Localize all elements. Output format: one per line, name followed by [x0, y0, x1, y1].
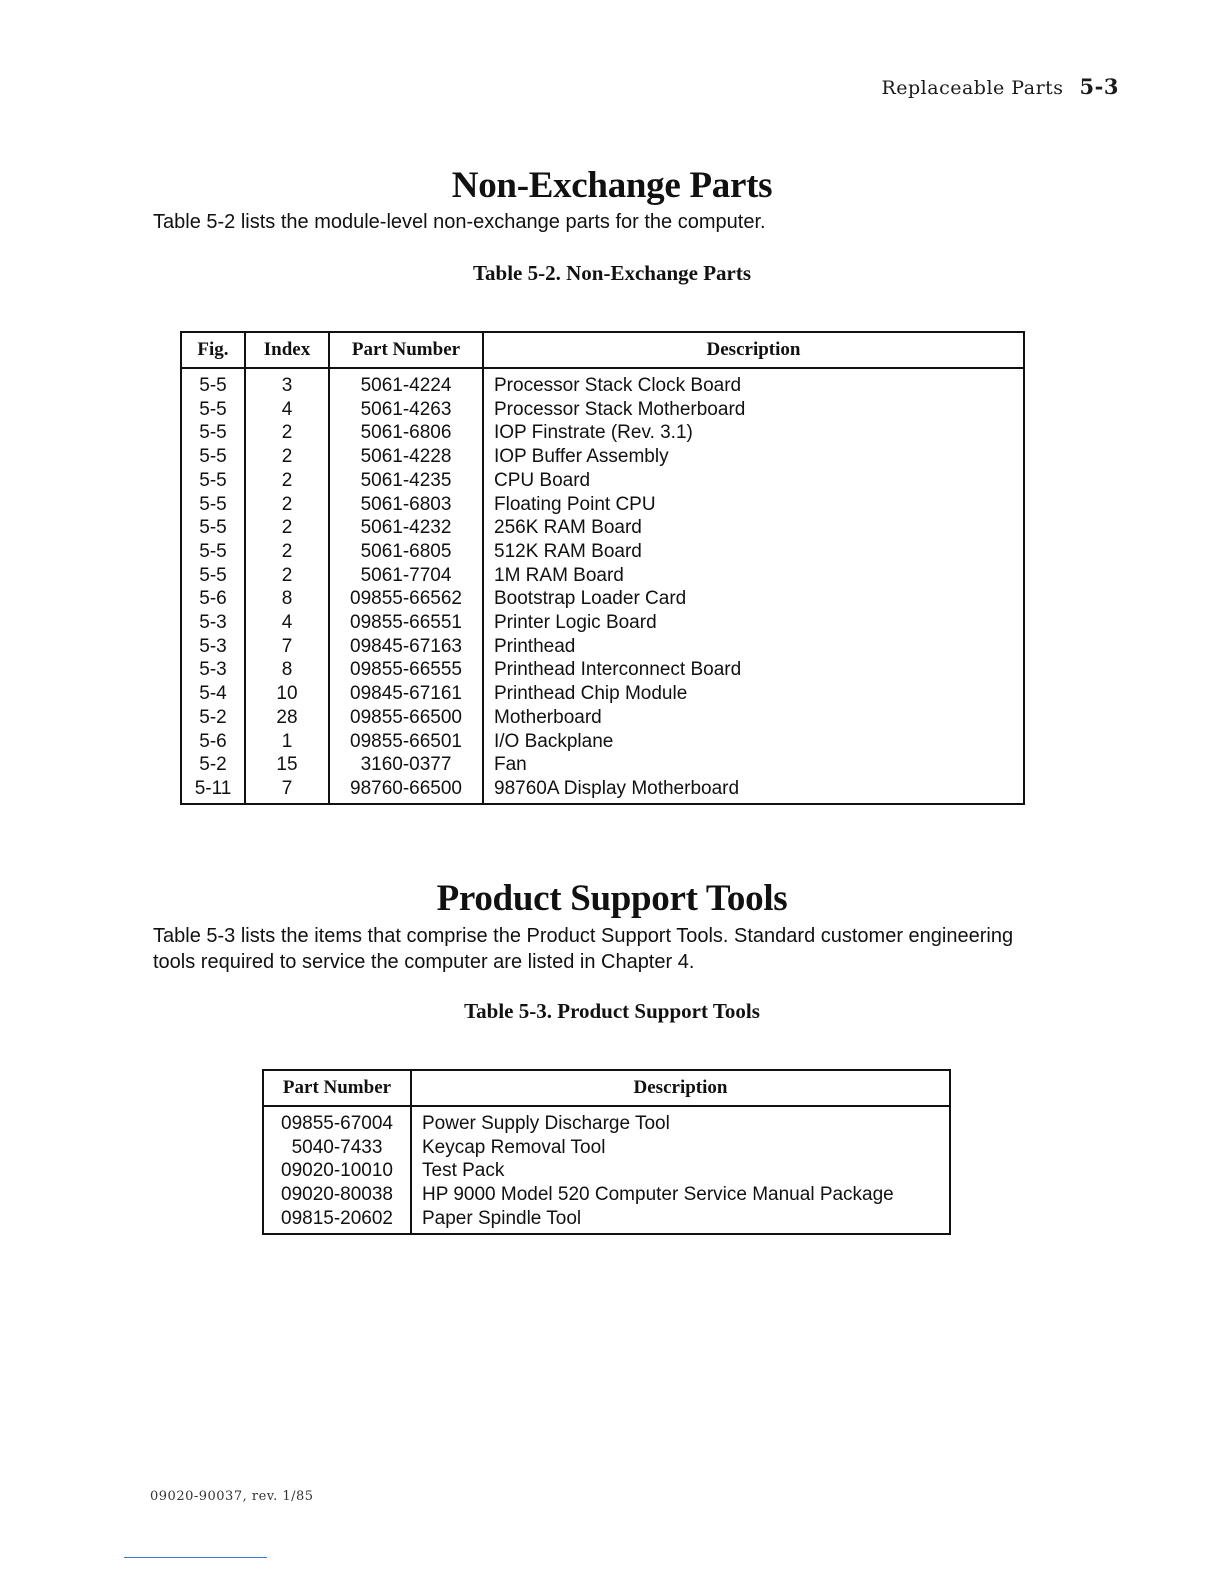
- fig-cell: 5-5: [181, 516, 245, 540]
- support-tools-table: [262, 1069, 951, 1235]
- col-header-description: Description: [411, 1070, 950, 1106]
- table-row: [181, 658, 1024, 682]
- description-cell: Keycap Removal Tool: [411, 1136, 950, 1160]
- description-cell: Power Supply Discharge Tool: [411, 1106, 950, 1136]
- description-cell: Paper Spindle Tool: [411, 1207, 950, 1234]
- fig-cell: 5-5: [181, 493, 245, 517]
- description-cell: IOP Buffer Assembly: [483, 445, 1024, 469]
- index-cell: 7: [245, 635, 329, 659]
- index-cell: 2: [245, 540, 329, 564]
- index-cell: 2: [245, 564, 329, 588]
- document-number: 09020-90037, rev. 1/85: [150, 1489, 314, 1504]
- part-number-cell: 09815-20602: [263, 1207, 411, 1234]
- index-cell: 8: [245, 587, 329, 611]
- fig-cell: 5-3: [181, 658, 245, 682]
- description-cell: Processor Stack Clock Board: [483, 368, 1024, 398]
- col-header-fig: Fig.: [181, 332, 245, 368]
- index-cell: 10: [245, 682, 329, 706]
- part-number-cell: 5061-6803: [329, 493, 483, 517]
- description-cell: Printhead Interconnect Board: [483, 658, 1024, 682]
- table-row: [181, 730, 1024, 754]
- index-cell: 15: [245, 753, 329, 777]
- description-cell: 512K RAM Board: [483, 540, 1024, 564]
- index-cell: 7: [245, 777, 329, 804]
- footer-rule: [124, 1557, 267, 1558]
- support-tools-title: Product Support Tools: [436, 878, 788, 919]
- table-row: [181, 469, 1024, 493]
- fig-cell: 5-5: [181, 445, 245, 469]
- table-row: [181, 540, 1024, 564]
- description-cell: CPU Board: [483, 469, 1024, 493]
- part-number-cell: 09845-67161: [329, 682, 483, 706]
- description-cell: HP 9000 Model 520 Computer Service Manual Package: [411, 1183, 950, 1207]
- index-cell: 8: [245, 658, 329, 682]
- index-cell: 2: [245, 516, 329, 540]
- table-row: [181, 753, 1024, 777]
- fig-cell: 5-3: [181, 635, 245, 659]
- part-number-cell: 5061-4235: [329, 469, 483, 493]
- description-cell: IOP Finstrate (Rev. 3.1): [483, 421, 1024, 445]
- description-cell: Fan: [483, 753, 1024, 777]
- description-cell: 1M RAM Board: [483, 564, 1024, 588]
- part-number-cell: 5061-7704: [329, 564, 483, 588]
- running-header-section: Replaceable Parts: [881, 77, 1064, 99]
- support-tools-body: [263, 1106, 950, 1234]
- index-cell: 4: [245, 611, 329, 635]
- fig-cell: 5-5: [181, 368, 245, 398]
- description-cell: Printhead: [483, 635, 1024, 659]
- non-exchange-parts-table: [180, 331, 1025, 805]
- part-number-cell: 5061-4228: [329, 445, 483, 469]
- part-number-cell: 09855-66555: [329, 658, 483, 682]
- index-cell: 28: [245, 706, 329, 730]
- description-cell: Bootstrap Loader Card: [483, 587, 1024, 611]
- table-row: [181, 682, 1024, 706]
- fig-cell: 5-5: [181, 421, 245, 445]
- description-cell: Printer Logic Board: [483, 611, 1024, 635]
- part-number-cell: 5061-4224: [329, 368, 483, 398]
- part-number-cell: 5061-4232: [329, 516, 483, 540]
- index-cell: 2: [245, 445, 329, 469]
- table-5-3-caption: Table 5-3. Product Support Tools: [464, 999, 760, 1023]
- table-row: [263, 1207, 950, 1234]
- index-cell: 1: [245, 730, 329, 754]
- table-row: [263, 1136, 950, 1160]
- index-cell: 4: [245, 398, 329, 422]
- description-cell: Test Pack: [411, 1159, 950, 1183]
- non-exchange-parts-body: [181, 368, 1024, 804]
- part-number-cell: 09855-66500: [329, 706, 483, 730]
- part-number-cell: 3160-0377: [329, 753, 483, 777]
- fig-cell: 5-5: [181, 398, 245, 422]
- col-header-description: Description: [483, 332, 1024, 368]
- table-row: [263, 1159, 950, 1183]
- index-cell: 2: [245, 493, 329, 517]
- part-number-cell: 5061-6806: [329, 421, 483, 445]
- part-number-cell: 09020-10010: [263, 1159, 411, 1183]
- part-number-cell: 98760-66500: [329, 777, 483, 804]
- fig-cell: 5-3: [181, 611, 245, 635]
- col-header-part-number: Part Number: [263, 1070, 411, 1106]
- description-cell: I/O Backplane: [483, 730, 1024, 754]
- table-header-row: [263, 1070, 950, 1106]
- table-header-row: [181, 332, 1024, 368]
- support-tools-intro-line-2: tools required to service the computer are listed in Chapter 4.: [153, 951, 695, 973]
- fig-cell: 5-4: [181, 682, 245, 706]
- index-cell: 2: [245, 421, 329, 445]
- part-number-cell: 09855-66501: [329, 730, 483, 754]
- table-row: [181, 368, 1024, 398]
- fig-cell: 5-11: [181, 777, 245, 804]
- table-row: [181, 587, 1024, 611]
- table-row: [263, 1183, 950, 1207]
- part-number-cell: 5061-4263: [329, 398, 483, 422]
- index-cell: 3: [245, 368, 329, 398]
- part-number-cell: 09855-66551: [329, 611, 483, 635]
- running-header: [881, 74, 1119, 99]
- description-cell: 98760A Display Motherboard: [483, 777, 1024, 804]
- index-cell: 2: [245, 469, 329, 493]
- non-exchange-intro: Table 5-2 lists the module-level non-exchange parts for the computer.: [153, 211, 766, 233]
- part-number-cell: 09855-67004: [263, 1106, 411, 1136]
- table-row: [181, 398, 1024, 422]
- non-exchange-title: Non-Exchange Parts: [451, 165, 773, 206]
- table-row: [181, 516, 1024, 540]
- part-number-cell: 09855-66562: [329, 587, 483, 611]
- part-number-cell: 09020-80038: [263, 1183, 411, 1207]
- fig-cell: 5-6: [181, 587, 245, 611]
- table-row: [181, 635, 1024, 659]
- part-number-cell: 5040-7433: [263, 1136, 411, 1160]
- part-number-cell: 5061-6805: [329, 540, 483, 564]
- part-number-cell: 09845-67163: [329, 635, 483, 659]
- description-cell: 256K RAM Board: [483, 516, 1024, 540]
- table-row: [181, 445, 1024, 469]
- fig-cell: 5-2: [181, 753, 245, 777]
- fig-cell: 5-6: [181, 730, 245, 754]
- table-row: [181, 421, 1024, 445]
- col-header-part-number: Part Number: [329, 332, 483, 368]
- table-row: [181, 564, 1024, 588]
- page-number: 5-3: [1079, 74, 1119, 99]
- support-tools-intro-line-1: Table 5-3 lists the items that comprise the Product Support Tools. Standard customer engineering: [153, 925, 1014, 947]
- table-5-2-caption: Table 5-2. Non-Exchange Parts: [472, 261, 752, 285]
- description-cell: Printhead Chip Module: [483, 682, 1024, 706]
- support-tools-intro: [153, 923, 1083, 975]
- table-row: [263, 1106, 950, 1136]
- description-cell: Processor Stack Motherboard: [483, 398, 1024, 422]
- table-row: [181, 706, 1024, 730]
- description-cell: Motherboard: [483, 706, 1024, 730]
- description-cell: Floating Point CPU: [483, 493, 1024, 517]
- fig-cell: 5-5: [181, 564, 245, 588]
- table-row: [181, 611, 1024, 635]
- table-row: [181, 777, 1024, 804]
- fig-cell: 5-2: [181, 706, 245, 730]
- fig-cell: 5-5: [181, 469, 245, 493]
- table-row: [181, 493, 1024, 517]
- fig-cell: 5-5: [181, 540, 245, 564]
- col-header-index: Index: [245, 332, 329, 368]
